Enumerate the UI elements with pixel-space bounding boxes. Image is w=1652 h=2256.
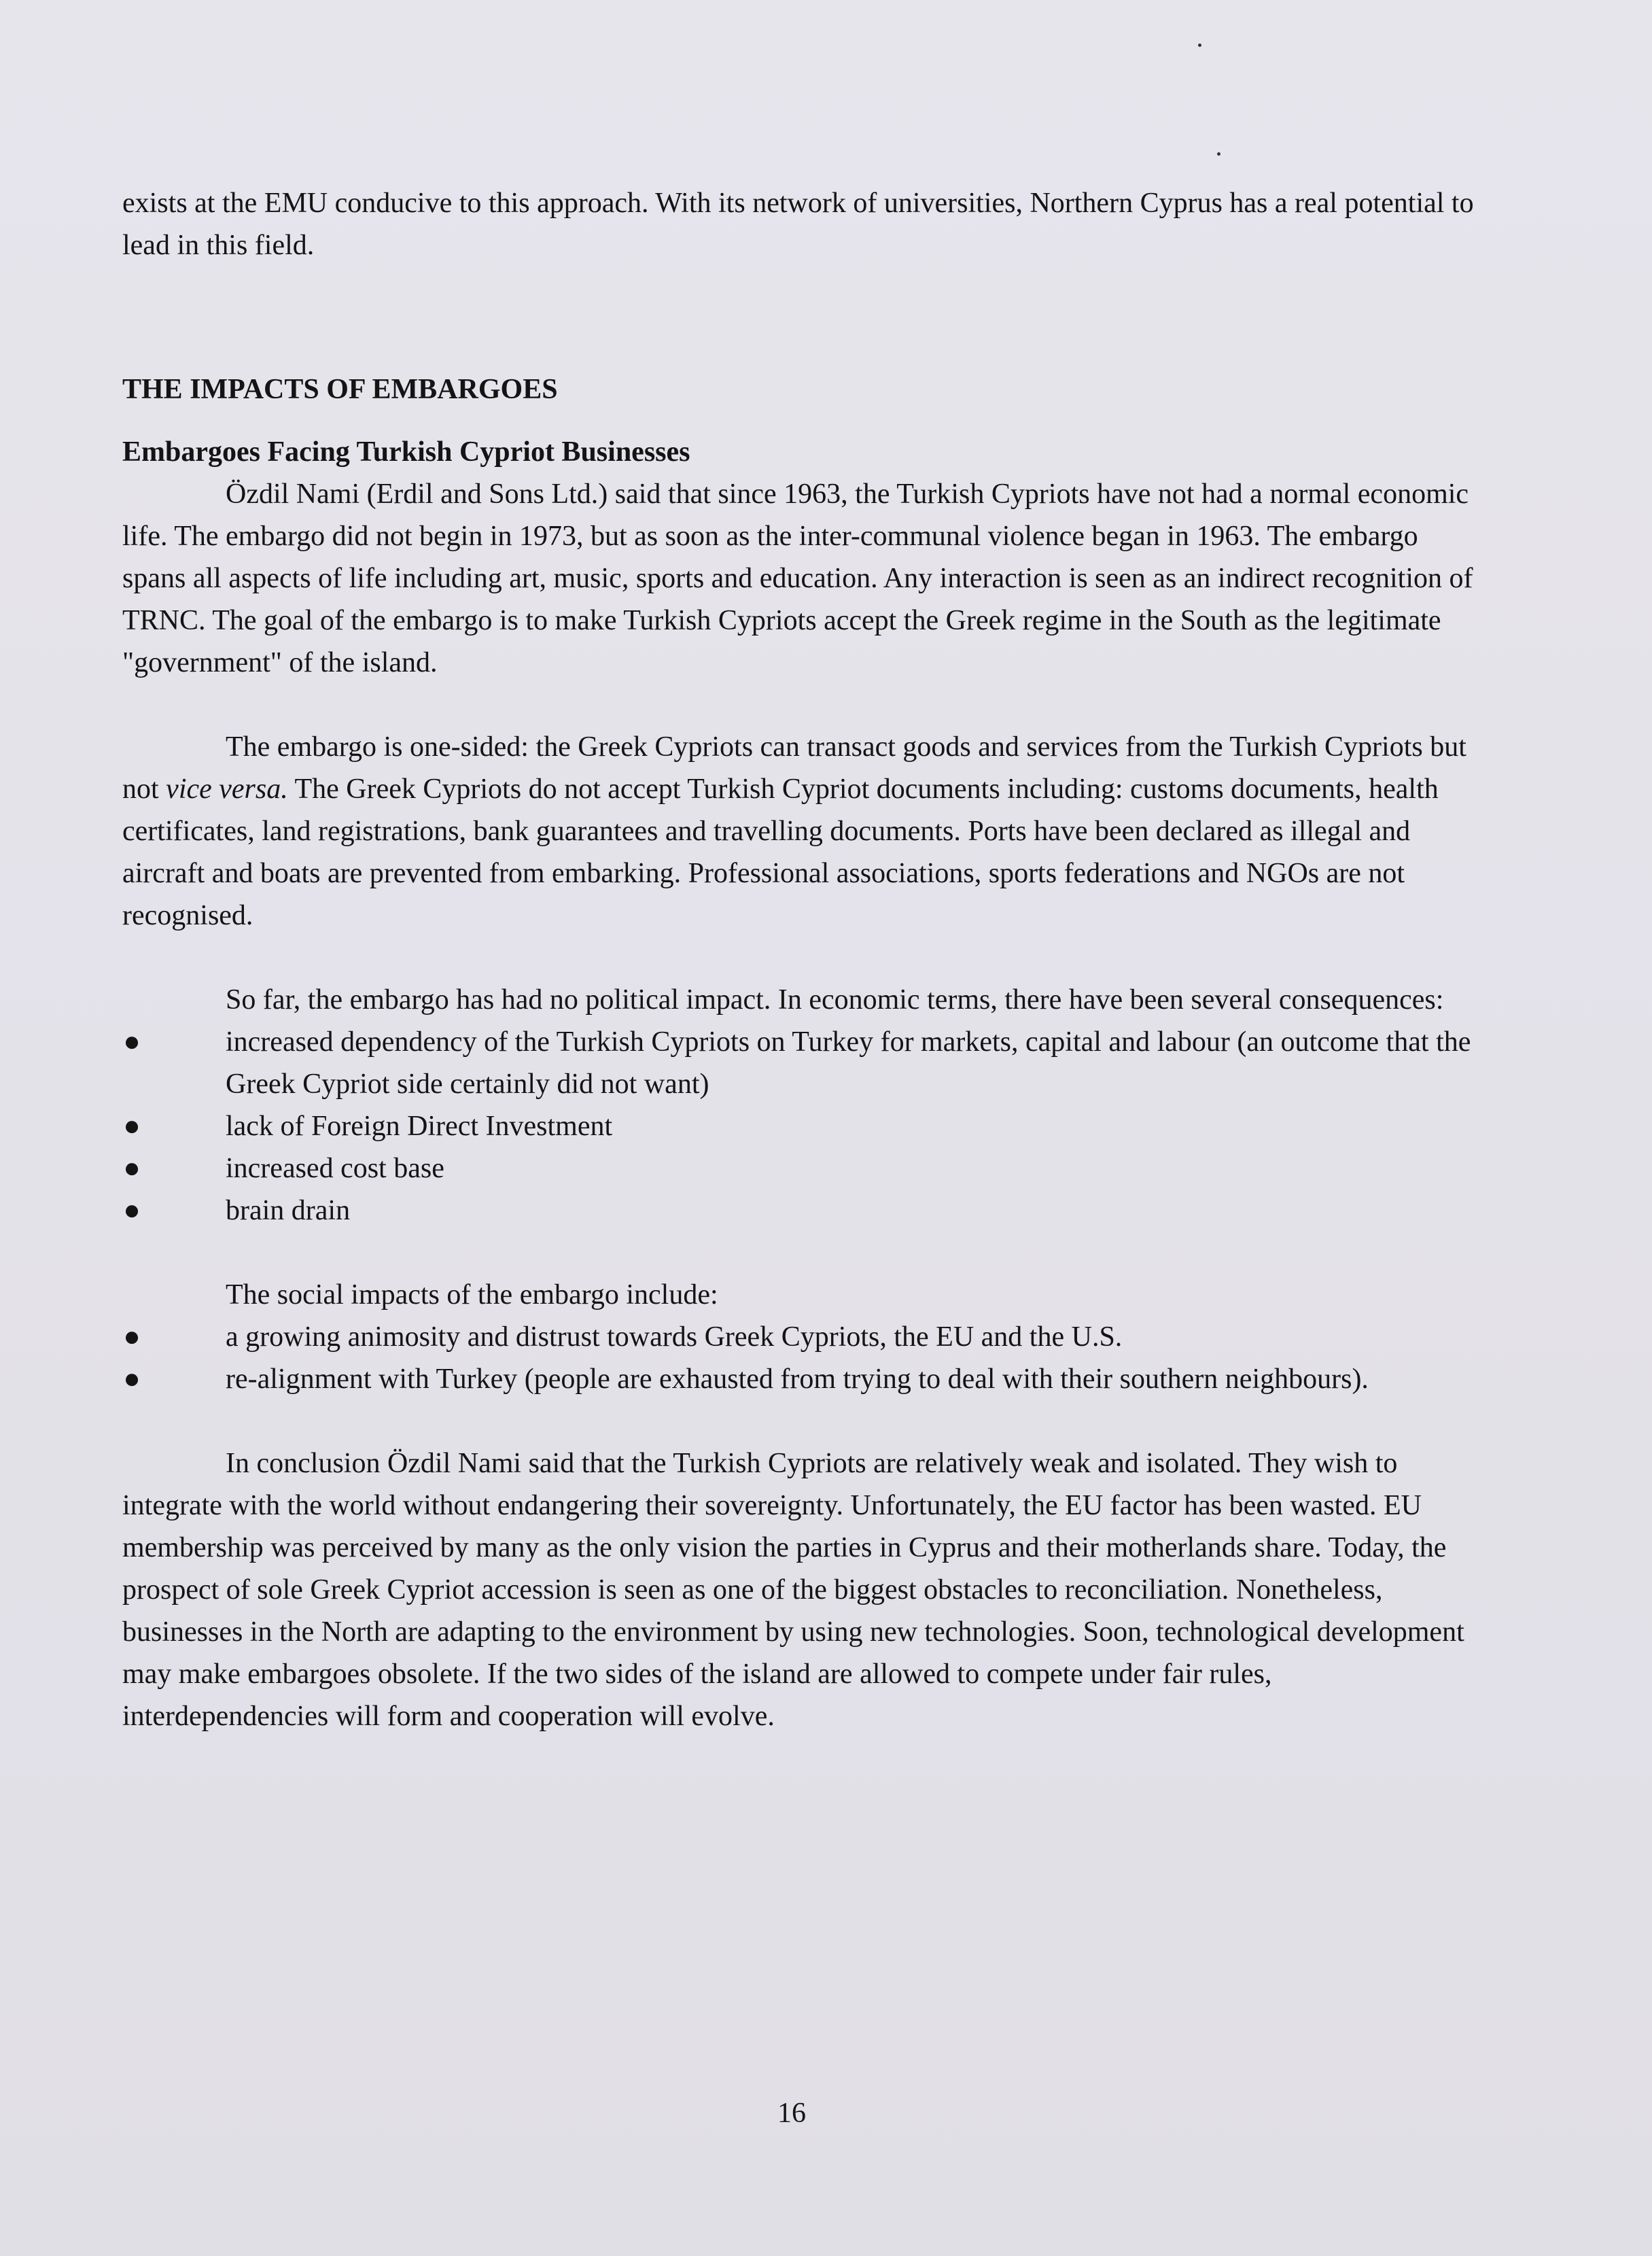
page-body: [122, 182, 1475, 1737]
para2-italic-text: vice versa.: [166, 774, 288, 805]
economic-consequences-list: [122, 1021, 1475, 1232]
bullet-icon: ●: [123, 1195, 141, 1226]
social-impacts-list: [122, 1316, 1475, 1400]
bullet-icon: ●: [123, 1111, 141, 1142]
intro-paragraph: exists at the EMU conducive to this approach. With its network of universities, Northern Cyprus has a real potential to lead in this field.: [122, 188, 1474, 261]
para2-text-before: The embargo is one-sided: the Greek Cypriots can transact goods and services from the Turkish Cypriots but not: [122, 731, 1466, 805]
list-item: [122, 1316, 1475, 1358]
section-heading: THE IMPACTS OF EMBARGOES: [122, 374, 558, 405]
list-item-text: increased cost base: [226, 1153, 444, 1184]
list-item-text: a growing animosity and distrust towards Greek Cypriots, the EU and the U.S.: [226, 1321, 1123, 1353]
list-item-text: brain drain: [226, 1195, 351, 1226]
list-item-text: re-alignment with Turkey (people are exhausted from trying to deal with their southern neighbours).: [226, 1364, 1369, 1395]
paragraph-conclusion: In conclusion Özdil Nami said that the Turkish Cypriots are relatively weak and isolated. They wish to integrate with the world without endangering their sovereignty. Unfortunately, the EU factor has been wasted. EU membership was perceived by many as the only vision the parties in Cyprus and their motherlands share. Today, the prospect of sole Greek Cypriot accession is seen as one of the biggest obstacles to reconciliation. Nonetheless, businesses in the North are adapting to the environment by using new technologies. Soon, technological development may make embargoes obsolete. If the two sides of the island are allowed to compete under fair rules, interdependencies will form and cooperation will evolve.: [122, 1448, 1464, 1732]
list-item: [122, 1147, 1475, 1190]
page-number: 16: [777, 2098, 806, 2129]
list-item: [122, 1021, 1475, 1105]
scan-speck: [1198, 44, 1201, 47]
list-item-text: lack of Foreign Direct Investment: [226, 1111, 613, 1142]
bullet-icon: ●: [123, 1364, 141, 1395]
paragraph-embargo-history: Özdil Nami (Erdil and Sons Ltd.) said that since 1963, the Turkish Cypriots have not had a normal economic life. The embargo did not begin in 1973, but as soon as the inter-communal violence began in 1963. The embargo spans all aspects of life including art, music, sports and education. Any interaction is seen as an indirect recognition of TRNC. The goal of the embargo is to make Turkish Cypriots accept the Greek regime in the South as the legitimate "government" of the island.: [122, 479, 1473, 678]
paragraph-one-sided-embargo: [122, 726, 1475, 937]
list-item: [122, 1358, 1475, 1400]
subsection-heading: Embargoes Facing Turkish Cypriot Businesses: [122, 436, 690, 468]
bullet-icon: ●: [123, 1026, 141, 1058]
bullet-icon: ●: [123, 1153, 141, 1184]
list-item: [122, 1190, 1475, 1232]
paragraph-economic-impact: So far, the embargo has had no political impact. In economic terms, there have been several consequences:: [226, 984, 1444, 1016]
bullet-icon: ●: [123, 1321, 141, 1353]
list-item-text: increased dependency of the Turkish Cypriots on Turkey for markets, capital and labour (an outcome that the Greek Cypriot side certainly did not want): [226, 1026, 1471, 1100]
para2-text-after: The Greek Cypriots do not accept Turkish Cypriot documents including: customs documents, health certificates, land registrations, bank guarantees and travelling documents. Ports have been declared as illegal and aircraft and boats are prevented from embarking. Professional associations, sports federations and NGOs are not recognised.: [122, 774, 1439, 931]
paragraph-social-impact: The social impacts of the embargo include:: [226, 1279, 718, 1311]
scan-speck: [1217, 152, 1220, 156]
list-item: [122, 1105, 1475, 1147]
